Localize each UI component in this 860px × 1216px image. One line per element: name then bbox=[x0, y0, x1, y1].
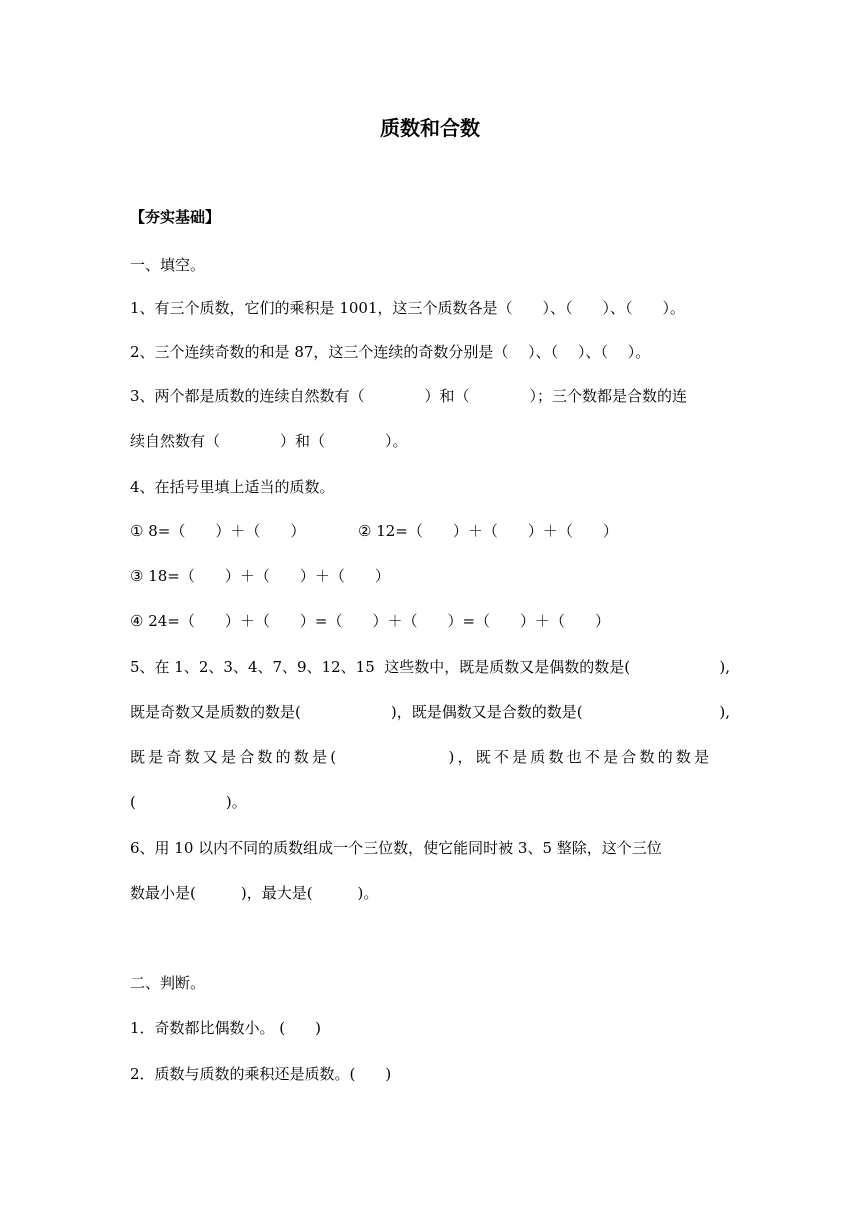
question-5-line-1-end: ), bbox=[719, 658, 730, 676]
question-6-line-2: 数最小是( )，最大是( )。 bbox=[130, 884, 379, 902]
question-4-item-4: ④ 24=（ ）＋（ ）=（ ）＋（ ）=（ ）＋（ ） bbox=[130, 612, 611, 630]
question-3-line-2: 续自然数有（ ）和（ ）。 bbox=[130, 432, 408, 450]
judgement-2: 2．质数与质数的乘积还是质数。( ) bbox=[130, 1065, 392, 1083]
question-5-line-1-text: 5、在 1、2、3、4、7、9、12、15 这些数中，既是质数又是偶数的数是( bbox=[130, 658, 631, 676]
question-5-line-1 bbox=[130, 657, 730, 677]
question-5-line-2-text: 既是奇数又是质数的数是( )，既是偶数又是合数的数是( bbox=[130, 703, 583, 721]
part1-heading: 一、填空。 bbox=[130, 256, 206, 274]
question-5-line-2-end: ), bbox=[719, 703, 730, 721]
question-4: 4、在括号里填上适当的质数。 bbox=[130, 478, 335, 496]
question-2: 2、三个连续奇数的和是 87，这三个连续的奇数分别是（ ）、（ ）、（ ）。 bbox=[130, 343, 651, 361]
question-4-item-2: ② 12=（ ）＋（ ）＋（ ） bbox=[358, 522, 618, 540]
part2-heading: 二、判断。 bbox=[130, 974, 206, 992]
question-5-line-3: 既是奇数又是合数的数是( )，既不是质数也不是合数的数是 bbox=[130, 748, 713, 766]
question-4-item-1: ① 8=（ ）＋（ ） bbox=[130, 522, 306, 540]
judgement-1: 1．奇数都比偶数小。 ( ) bbox=[130, 1019, 322, 1037]
question-5-line-4: ( )。 bbox=[130, 793, 247, 811]
question-5-line-2 bbox=[130, 702, 730, 722]
section-heading-basic: 【夯实基础】 bbox=[130, 208, 221, 226]
question-1: 1、有三个质数，它们的乘积是 1001，这三个质数各是（ ）、（ ）、（ ）。 bbox=[130, 299, 685, 317]
question-3-line-1: 3、两个都是质数的连续自然数有（ ）和（ ）；三个数都是合数的连 bbox=[130, 387, 688, 405]
question-4-item-3: ③ 18=（ ）＋（ ）＋（ ） bbox=[130, 567, 390, 585]
question-6-line-1: 6、用 10 以内不同的质数组成一个三位数，使它能同时被 3、5 整除，这个三位 bbox=[130, 839, 662, 857]
page-title: 质数和合数 bbox=[380, 116, 480, 140]
